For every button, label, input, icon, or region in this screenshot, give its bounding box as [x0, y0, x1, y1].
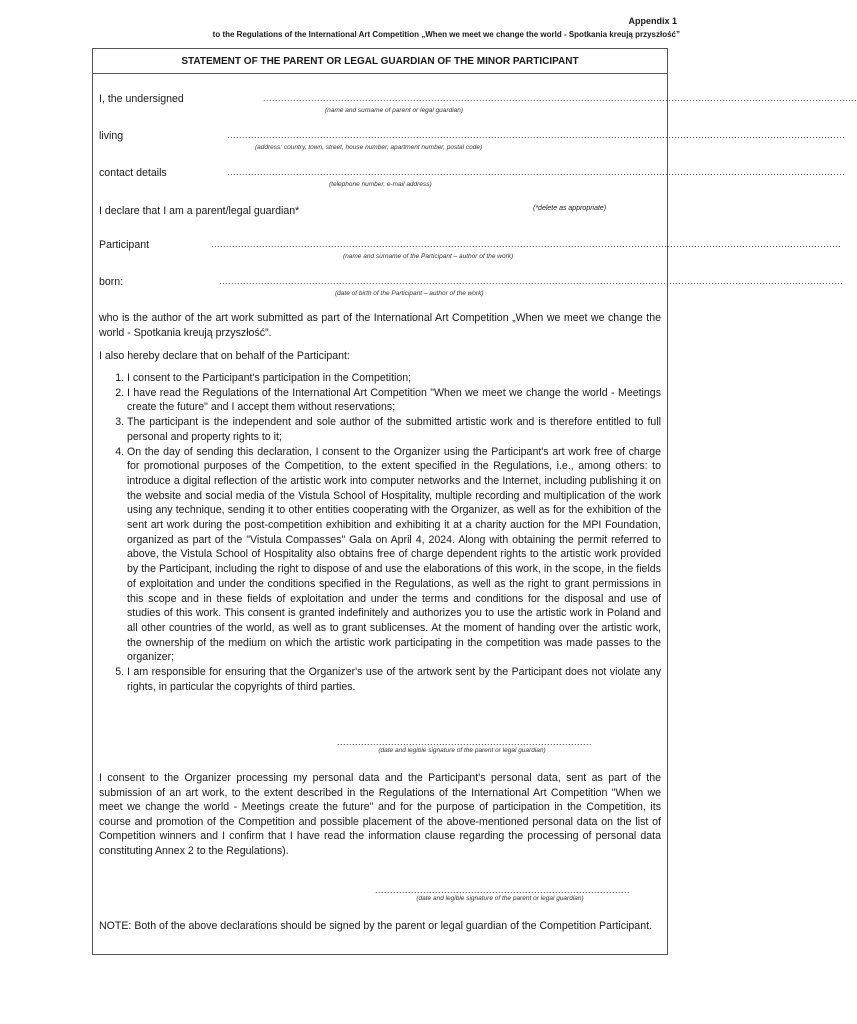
fill-line[interactable]: .............................................................................................................................................................................................................. — [227, 167, 846, 177]
field-address[interactable] — [99, 130, 846, 158]
appendix-label: Appendix 1 — [628, 16, 677, 26]
field-hint: (telephone number, e-mail address) — [329, 181, 432, 188]
fill-line[interactable]: ................................................................................................................................................................................................................ — [219, 276, 844, 286]
fill-line[interactable]: ...................................................................................................................................................................................................... — [263, 93, 857, 103]
guardian-declaration — [99, 205, 661, 217]
fill-line[interactable]: .................................................................................................................................................................................................................. — [211, 239, 842, 249]
field-hint: (address: country, town, street, house number, apartment number, postal code) — [255, 144, 483, 151]
delete-note: (*delete as appropriate) — [533, 205, 607, 212]
declaration-text: I declare that I am a parent/legal guardian* — [99, 205, 300, 217]
declaration-list — [99, 371, 661, 694]
list-item: 5. I am responsible for ensuring that the Organizer's use of the artwork sent by the Participant does not violate any rights, in particular the copyrights of third parties. — [127, 665, 661, 694]
regulations-subtitle: to the Regulations of the International Art Competition „When we meet we change the world - Spotkania kreują przyszłość” — [212, 30, 680, 39]
signature-line[interactable]: ..................................................................................... — [375, 885, 631, 895]
field-birth-date[interactable] — [99, 276, 844, 304]
list-item: 2. I have read the Regulations of the International Art Competition "When we meet we change the world - Meetings create the future" and I accept them without reservations; — [127, 386, 661, 415]
field-label: Participant — [99, 239, 150, 251]
field-label: I, the undersigned — [99, 93, 184, 105]
list-item: 1. I consent to the Participant's participation in the Competition; — [127, 371, 661, 386]
signature-caption: (date and legible signature of the parent or legal guardian) — [378, 747, 546, 754]
signature-block-2[interactable] — [375, 885, 631, 902]
field-hint: (name and surname of the Participant – author of the work) — [343, 253, 514, 260]
signature-line[interactable]: ..................................................................................... — [337, 737, 593, 747]
form-content — [99, 73, 857, 954]
consent-paragraph: I consent to the Organizer processing my personal data and the Participant's personal data, sent as part of the submission of an art work, to the extent described in the Regulations of the International Art Competition "When we meet we change the world - Meetings create the future" and for the purpose of participation in the Competition, its course and promotion of the Competition and possible placement of the above-mentioned personal data on the list of Competition winners and I confirm that I have read the information clause regarding the processing of personal data constituting Annex 2 to the Regulations). — [99, 772, 661, 857]
author-paragraph: who is the author of the art work submitted as part of the International Art Competition „When we meet we change the world - Spotkania kreują przyszłość”. — [99, 312, 661, 339]
form-title: STATEMENT OF THE PARENT OR LEGAL GUARDIAN OF THE MINOR PARTICIPANT — [93, 49, 667, 74]
statement-form — [92, 48, 857, 955]
field-label: contact details — [99, 167, 167, 179]
note-paragraph: NOTE: Both of the above declarations should be signed by the parent or legal guardian of the Competition Participant. — [99, 920, 652, 932]
behalf-paragraph: I also hereby declare that on behalf of the Participant: — [99, 350, 350, 362]
signature-caption: (date and legible signature of the parent or legal guardian) — [416, 895, 584, 902]
list-item: 4. On the day of sending this declaration, I consent to the Organizer using the Participant's art work free of charge for promotional purposes of the Competition, to the extent specified in the Regulations, i.e., among others: to introduce a digital reflection of the artistic work into computer networks and the Internet, including publishing it on the website and social media of the Vistula School of Hospitality, multiple recording and multiplication of the work using any technique, sending it to other entities cooperating with the Organizer, as well as for the exhibition of the sent art work during the post-competition exhibition and exhibiting it at a charity auction for the MPI Foundation, organized as part of the "Vistula Compasses" Gala on April 4, 2024. Along with obtaining the permit referred to above, the Vistula School of Hospitality also obtains free of charge dependent rights to the artistic work provided by the Participant, including the right to dispose of and use the elaborations of this work, in the scope, in the fields of exploitation and under the conditions specified in the Regulations, as well as the right to grant permissions in this scope and in these fields of exploitation and under the terms and conditions for the disposal and use of studies of this work. This consent is granted indefinitely and authorizes you to use the artistic work in Poland and all other countries of the world, as well as to grant sublicenses. At the moment of handing over the artistic work, the ownership of the medium on which the artistic work participating in the competition was made passes to the organizer; — [127, 445, 661, 666]
fill-line[interactable]: .............................................................................................................................................................................................................. — [227, 130, 846, 140]
field-hint: (name and surname of parent or legal guardian) — [325, 107, 464, 114]
signature-block-1[interactable] — [337, 737, 593, 754]
field-label: born: — [99, 276, 124, 288]
list-item: 3. The participant is the independent and sole author of the submitted artistic work and is therefore entitled to full personal and property rights to it; — [127, 415, 661, 444]
field-contact[interactable] — [99, 167, 846, 195]
field-participant[interactable] — [99, 239, 842, 267]
field-label: living — [99, 130, 124, 142]
field-undersigned[interactable] — [99, 93, 857, 121]
field-hint: (date of birth of the Participant – author of the work) — [335, 290, 484, 297]
